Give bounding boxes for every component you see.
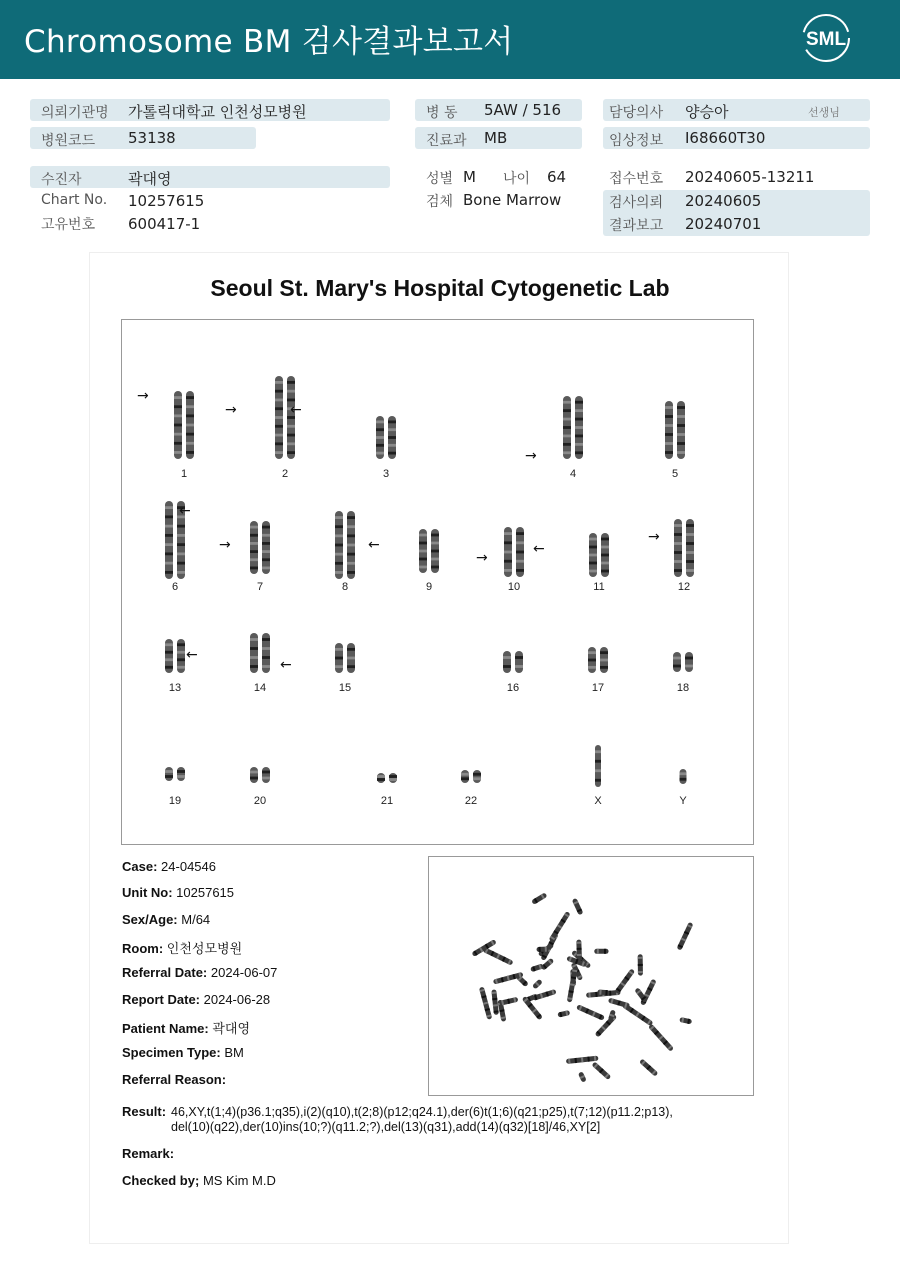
hospital-code-value: 53138	[128, 129, 176, 147]
patient-name-line	[122, 1018, 250, 1037]
metaphase-chromosome	[614, 968, 635, 994]
chromosome-17	[582, 646, 614, 674]
chromosome-label-8: 8	[341, 581, 349, 593]
metaphase-chromosome	[549, 911, 571, 942]
result-line-1: 46,XY,t(1;4)(p36.1;q35),i(2)(q10),t(2;8)(p12;q24.1),der(6)t(1;6)(q21;p25),t(7;12)(p11.2;p13),	[171, 1105, 673, 1119]
id-label: 고유번호	[41, 217, 96, 233]
chromosome-label-y: Y	[679, 795, 687, 807]
chromosome-9	[413, 528, 445, 574]
arrow-left-icon: ←	[368, 537, 380, 553]
metaphase-chromosome	[648, 1024, 674, 1052]
doctor-label: 담당의사	[609, 105, 664, 121]
metaphase-chromosome	[591, 1062, 611, 1081]
report-date-line	[122, 992, 270, 1007]
karyogram	[121, 319, 754, 845]
age-label: 나이	[503, 171, 531, 187]
metaphase-chromosome	[677, 922, 694, 951]
case-label: Case:	[122, 859, 158, 874]
arrow-right-icon: →	[648, 529, 660, 545]
specimen-type-line	[122, 1045, 244, 1060]
arrow-left-icon: ←	[533, 541, 545, 557]
report-header	[0, 0, 900, 79]
report-date-label: Report Date:	[122, 992, 201, 1007]
metaphase-chromosome	[530, 963, 544, 972]
chromosome-label-12: 12	[677, 581, 691, 593]
chromosome-label-3: 3	[382, 468, 390, 480]
sexage-value: M/64	[181, 912, 211, 927]
result-line-2: del(10)(q22),der(10)ins(10;?)(q11.2;?),del(13)(q31),add(14)(q32)[18]/46,XY[2]	[171, 1120, 601, 1134]
ward-label: 병 동	[426, 105, 458, 121]
checked-value: MS Kim M.D	[202, 1173, 276, 1188]
report-label: 결과보고	[609, 218, 664, 234]
arrow-right-icon: →	[137, 388, 149, 404]
metaphase-chromosome	[479, 987, 492, 1020]
chromosome-label-20: 20	[253, 795, 267, 807]
chromosome-label-x: X	[594, 795, 602, 807]
metaphase-chromosome	[491, 989, 499, 1015]
sml-logo-icon	[800, 12, 852, 64]
chromosome-15	[329, 642, 361, 674]
dept-value: MB	[484, 129, 508, 147]
chromosome-18	[667, 651, 699, 673]
page-title: Chromosome BM 검사결과보고서	[24, 24, 514, 60]
patient-row	[30, 166, 390, 188]
result-label: Result:	[122, 1104, 167, 1119]
metaphase-chromosome	[532, 979, 543, 990]
chromosome-label-21: 21	[380, 795, 394, 807]
patient-name-label: Patient Name:	[122, 1021, 209, 1036]
chromosome-label-2: 2	[281, 468, 289, 480]
chromosome-label-9: 9	[425, 581, 433, 593]
logo-text: SML	[805, 29, 847, 50]
chromosome-label-19: 19	[168, 795, 182, 807]
doctor-suffix: 선생님	[808, 106, 840, 119]
arrow-left-icon: ←	[186, 647, 198, 663]
request-label: 검사의뢰	[609, 195, 664, 211]
doctor-value: 양승아	[685, 103, 729, 121]
sex-value: M	[463, 168, 476, 186]
patient-name-value: 곽대영	[212, 1021, 251, 1036]
chart-label: Chart No.	[41, 192, 108, 208]
metaphase-image	[428, 856, 754, 1096]
request-value: 20240605	[685, 192, 762, 210]
chromosome-4	[557, 395, 589, 460]
checked-label: Checked by;	[122, 1173, 200, 1188]
arrow-right-icon: →	[225, 402, 237, 418]
hospital-code-label: 병원코드	[41, 133, 96, 149]
specimen-value: Bone Marrow	[463, 191, 562, 209]
metaphase-chromosome	[639, 1059, 658, 1077]
arrow-right-icon: →	[476, 550, 488, 566]
referral-date-line	[122, 965, 277, 980]
patient-value: 곽대영	[128, 170, 172, 188]
chromosome-label-6: 6	[171, 581, 179, 593]
chromosome-20	[244, 766, 276, 784]
chromosome-11	[583, 532, 615, 578]
report-date-value: 2024-06-28	[203, 992, 271, 1007]
receipt-label: 접수번호	[609, 171, 664, 187]
metaphase-chromosome	[531, 892, 547, 905]
metaphase-chromosome	[567, 967, 578, 1003]
arrow-left-icon: ←	[290, 402, 302, 418]
arrow-left-icon: ←	[179, 503, 191, 519]
institution-value: 가톨릭대학교 인천성모병원	[128, 103, 307, 121]
metaphase-chromosome	[640, 979, 657, 1006]
sexage-label: Sex/Age:	[122, 912, 178, 927]
unit-label: Unit No:	[122, 885, 173, 900]
institution-label: 의뢰기관명	[41, 105, 109, 121]
report-value: 20240701	[685, 215, 762, 233]
chromosome-16	[497, 650, 529, 674]
room-line	[122, 938, 242, 957]
sexage-line	[122, 912, 210, 927]
chromosome-label-7: 7	[256, 581, 264, 593]
id-value: 600417-1	[128, 215, 201, 233]
remark-label: Remark:	[122, 1146, 175, 1161]
specimen-type-label: Specimen Type:	[122, 1045, 221, 1060]
remark-line	[122, 1146, 174, 1161]
result-value	[171, 1105, 771, 1135]
specimen-type-value: BM	[224, 1045, 244, 1060]
checked-line	[122, 1173, 276, 1188]
age-value: 64	[547, 168, 567, 186]
referral-reason-line	[122, 1072, 226, 1087]
chromosome-label-11: 11	[593, 581, 605, 593]
referral-date-value: 2024-06-07	[210, 965, 278, 980]
chromosome-label-4: 4	[569, 468, 577, 480]
referral-reason-label: Referral Reason:	[122, 1072, 227, 1087]
chromosome-label-1: 1	[180, 468, 188, 480]
chromosome-22	[455, 769, 487, 784]
arrow-right-icon: →	[525, 448, 537, 464]
arrow-right-icon: →	[219, 537, 231, 553]
metaphase-chromosome	[557, 1010, 570, 1018]
chromosome-label-10: 10	[507, 581, 521, 593]
case-line	[122, 859, 216, 874]
chromosome-label-22: 22	[464, 795, 478, 807]
chromosome-21	[371, 772, 403, 784]
chromosome-label-16: 16	[506, 682, 520, 694]
metaphase-chromosome	[638, 954, 643, 975]
lab-title: Seoul St. Mary's Hospital Cytogenetic Lab	[210, 275, 670, 301]
metaphase-chromosome	[566, 1056, 599, 1064]
referral-date-label: Referral Date:	[122, 965, 208, 980]
metaphase-chromosome	[578, 1071, 587, 1082]
receipt-value: 20240605-13211	[685, 168, 815, 186]
chromosome-14	[244, 632, 276, 674]
chromosome-10	[498, 526, 530, 578]
chromosome-x	[582, 744, 614, 788]
chromosome-12	[668, 518, 700, 578]
metaphase-spread	[429, 857, 753, 1095]
case-value: 24-04546	[161, 859, 216, 874]
chromosome-1	[168, 390, 200, 460]
chromosome-y	[667, 768, 699, 785]
metaphase-chromosome	[597, 989, 609, 995]
clinical-value: I68660T30	[685, 129, 766, 147]
metaphase-chromosome	[608, 998, 630, 1009]
chromosome-label-5: 5	[671, 468, 679, 480]
chromosome-label-18: 18	[676, 682, 690, 694]
sex-label: 성별	[426, 171, 454, 187]
metaphase-chromosome	[499, 997, 518, 1006]
unit-value: 10257615	[176, 885, 235, 900]
patient-label: 수진자	[41, 172, 82, 188]
chromosome-label-13: 13	[168, 682, 182, 694]
room-value: 인천성모병원	[166, 941, 243, 956]
chromosome-label-17: 17	[591, 682, 605, 694]
metaphase-chromosome	[594, 949, 608, 954]
ward-value: 5AW / 516	[484, 101, 562, 119]
metaphase-chromosome	[536, 947, 548, 952]
room-label: Room:	[122, 941, 164, 956]
chromosome-19	[159, 766, 191, 782]
chromosome-label-15: 15	[338, 682, 352, 694]
metaphase-chromosome	[576, 1004, 605, 1020]
chromosome-3	[370, 415, 402, 460]
dept-label: 진료과	[426, 133, 467, 149]
unit-line	[122, 885, 234, 900]
metaphase-chromosome	[572, 898, 584, 915]
clinical-label: 임상정보	[609, 133, 664, 149]
chart-value: 10257615	[128, 192, 205, 210]
metaphase-chromosome	[483, 947, 514, 965]
chromosome-7	[244, 520, 276, 575]
specimen-label: 검체	[426, 194, 454, 210]
chromosome-5	[659, 400, 691, 460]
arrow-left-icon: ←	[280, 657, 292, 673]
chromosome-label-14: 14	[253, 682, 267, 694]
chromosome-8	[329, 510, 361, 580]
metaphase-chromosome	[679, 1017, 692, 1024]
